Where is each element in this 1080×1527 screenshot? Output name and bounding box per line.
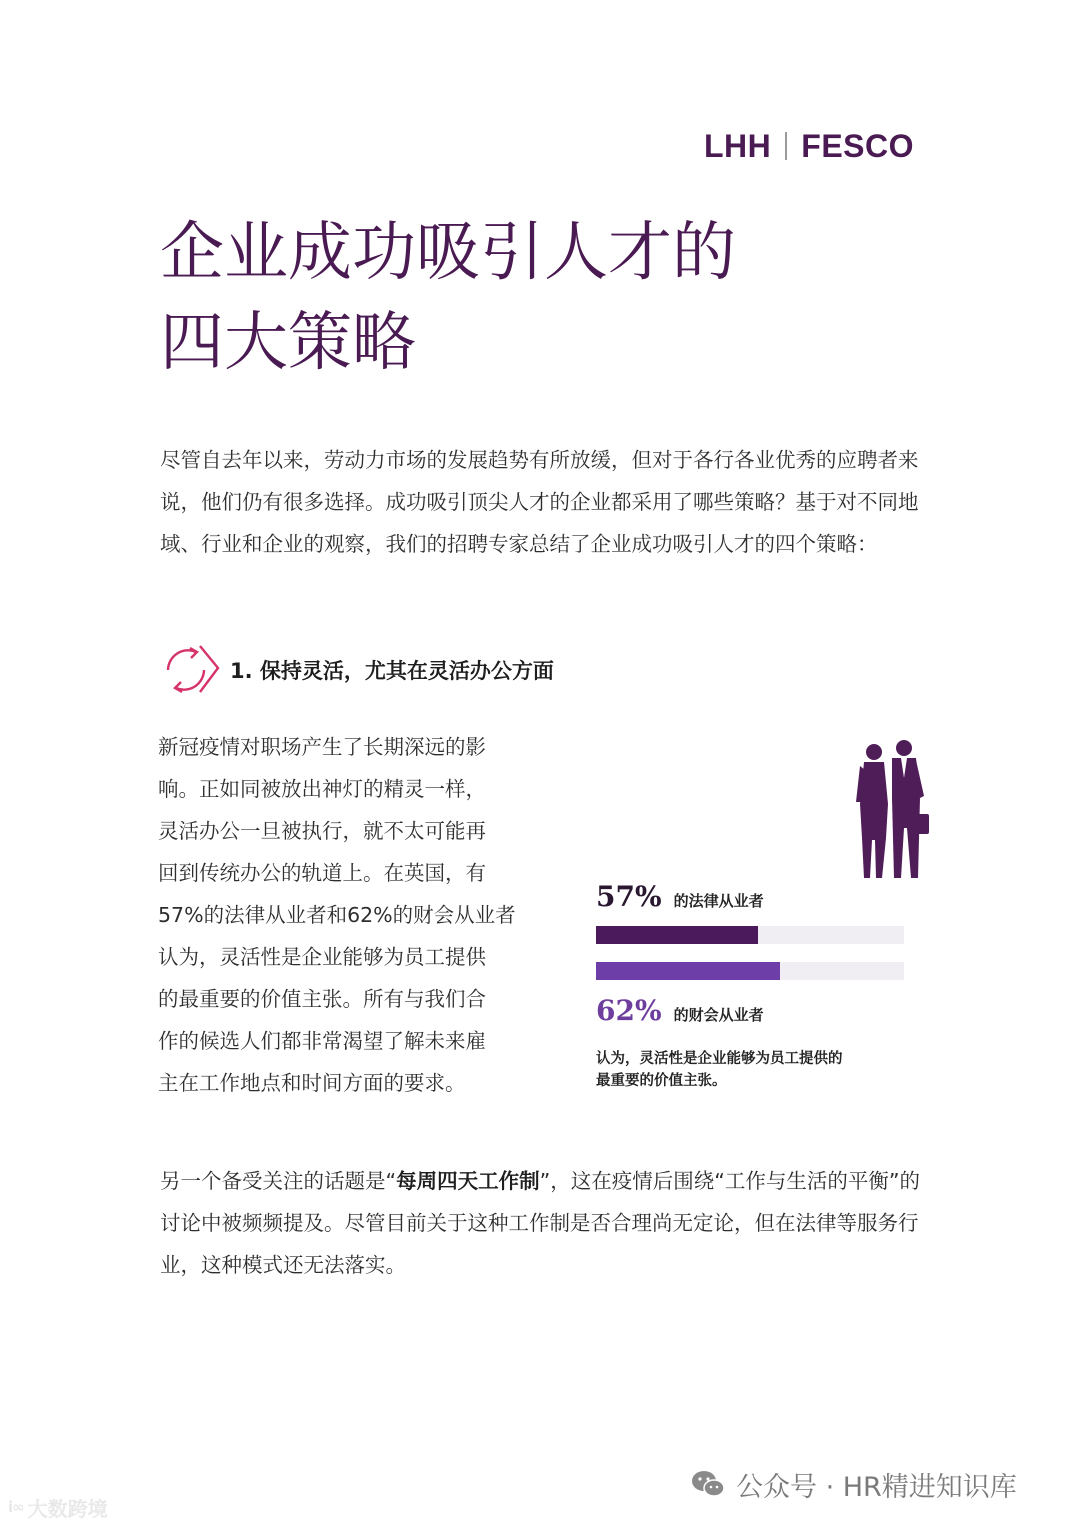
brand-left: LHH bbox=[704, 127, 772, 164]
watermark-text: 公众号 · HR精进知识库 bbox=[736, 1471, 1017, 1503]
page-title bbox=[160, 208, 960, 388]
section-1-body bbox=[158, 726, 530, 1104]
body-line: 灵活办公一旦被执行，就不太可能再 bbox=[158, 819, 486, 843]
body-line: 主在工作地点和时间方面的要求。 bbox=[158, 1071, 466, 1095]
legal-bar-track bbox=[596, 926, 904, 944]
wechat-watermark bbox=[690, 1464, 1017, 1504]
body-line: 的最重要的价值主张。所有与我们合 bbox=[158, 987, 486, 1011]
para2-pre: 另一个备受关注的话题是“ bbox=[160, 1169, 397, 1193]
brand-divider bbox=[785, 132, 787, 160]
four-day-week-paragraph bbox=[160, 1160, 930, 1286]
para2-bold: 每周四天工作制 bbox=[396, 1169, 540, 1193]
body-line: 新冠疫情对职场产生了长期深远的影 bbox=[158, 735, 486, 759]
stat-62-finance bbox=[596, 994, 764, 1027]
title-line-2: 四大策略 bbox=[160, 306, 416, 380]
intro-paragraph: 尽管自去年以来，劳动力市场的发展趋势有所放缓，但对于各行各业优秀的应聘者来说，他们仍有很多选择。成功吸引顶尖人才的企业都采用了哪些策略？基于对不同地域、行业和企业的观察，我们的招聘专家总结了企业成功吸引人才的四个策略： bbox=[160, 448, 919, 556]
caption-line-1: 认为，灵活性是企业能够为员工提供的 bbox=[596, 1051, 843, 1067]
corner-watermark bbox=[8, 1494, 108, 1520]
stat-value: 57% bbox=[596, 880, 662, 913]
body-line: 响。正如同被放出神灯的精灵一样， bbox=[158, 777, 486, 801]
body-line: 回到传统办公的轨道上。在英国，有 bbox=[158, 861, 486, 885]
stat-label: 的法律从业者 bbox=[673, 892, 764, 910]
brand-logo bbox=[704, 126, 914, 166]
finance-bar-fill bbox=[596, 962, 780, 980]
infographic-caption bbox=[596, 1048, 906, 1092]
caption-line-2: 最重要的价值主张。 bbox=[596, 1073, 727, 1089]
section-1-title: 1. 保持灵活，尤其在灵活办公方面 bbox=[230, 659, 554, 683]
stat-57-legal bbox=[596, 880, 764, 913]
body-line: 作的候选人们都非常渴望了解未来雇 bbox=[158, 1029, 486, 1053]
body-line: 57%的法律从业者和62%的财会从业者 bbox=[158, 903, 516, 927]
legal-bar-fill bbox=[596, 926, 758, 944]
brand-right: FESCO bbox=[801, 127, 914, 164]
stat-value: 62% bbox=[596, 994, 662, 1027]
stat-label: 的财会从业者 bbox=[673, 1006, 764, 1024]
refresh-arrows-icon bbox=[160, 640, 224, 700]
wechat-icon bbox=[690, 1469, 726, 1499]
section-1-heading bbox=[160, 640, 554, 700]
body-line: 认为，灵活性是企业能够为员工提供 bbox=[158, 945, 486, 969]
para2-post: ”，这在疫情后围绕“工作与生活的平衡”的讨论中被频频提及。尽管目前关于这种工作制是否合理尚无定论，但在法律等服务行业，这种模式还无法落实。 bbox=[160, 1169, 920, 1277]
title-line-1: 企业成功吸引人才的 bbox=[160, 216, 736, 290]
corner-logo: i∞ bbox=[8, 1498, 24, 1516]
finance-bar-track bbox=[596, 962, 904, 980]
business-people-icon bbox=[852, 738, 932, 882]
corner-watermark-text: 大数跨境 bbox=[27, 1496, 108, 1521]
